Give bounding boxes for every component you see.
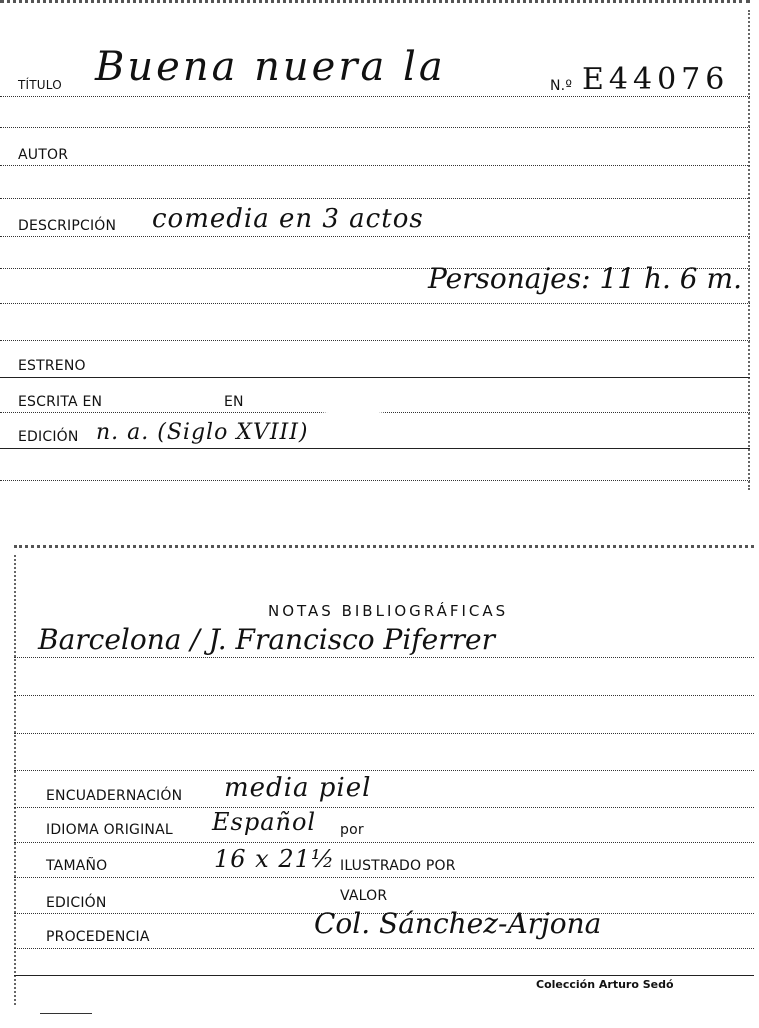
- ilustrado-label: ILUSTRADO POR: [340, 858, 456, 874]
- escrita-en-label: EN: [224, 394, 244, 410]
- descripcion-value: comedia en 3 actos: [152, 204, 424, 234]
- collection-footer: Colección Arturo Sedó: [536, 978, 674, 991]
- notas-rule-4: [14, 770, 754, 771]
- idioma-label: IDIOMA ORIGINAL: [46, 822, 173, 838]
- numero-label: N.º: [550, 78, 573, 94]
- notas-rule-1: [14, 657, 754, 658]
- bottom-rule: [14, 975, 754, 976]
- estreno-underline: [0, 377, 750, 378]
- edicion-label: EDICIÓN: [18, 429, 79, 445]
- rule-line: [0, 198, 750, 199]
- rule-line: [0, 480, 750, 481]
- encuadernacion-label: ENCUADERNACIÓN: [46, 788, 183, 804]
- estreno-label: ESTRENO: [18, 358, 86, 374]
- descripcion-underline: [0, 236, 750, 237]
- rule-line: [0, 340, 750, 341]
- procedencia-underline: [14, 948, 754, 949]
- notas-heading: NOTAS BIBLIOGRÁFICAS: [268, 602, 509, 620]
- card-right-edge: [748, 10, 750, 490]
- numero-value: E44076: [582, 62, 730, 97]
- card-top-edge: [0, 0, 750, 13]
- card-left-edge: [14, 555, 16, 1005]
- titulo-value: Buena nuera la: [95, 44, 446, 90]
- por-label: por: [340, 822, 364, 838]
- procedencia-value: Col. Sánchez-Arjona: [314, 907, 602, 940]
- paper-blot: [318, 385, 388, 445]
- edicion-value: n. a. (Siglo XVIII): [96, 420, 309, 445]
- titulo-label: TÍTULO: [18, 78, 62, 92]
- personajes-value: Personajes: 11 h. 6 m.: [428, 262, 742, 295]
- valor-label: VALOR: [340, 888, 388, 904]
- autor-label: AUTOR: [18, 147, 69, 163]
- stray-mark: [40, 1013, 92, 1014]
- catalog-card-front: [0, 0, 750, 490]
- notas-value: Barcelona / J. Francisco Piferrer: [38, 623, 495, 656]
- edicion-underline: [0, 448, 750, 449]
- tamano-value: 16 x 21½: [214, 845, 336, 873]
- tamano-label: TAMAÑO: [46, 858, 108, 874]
- autor-underline: [0, 165, 750, 166]
- encuadernacion-value: media piel: [224, 773, 372, 803]
- idioma-underline: [14, 842, 754, 843]
- encuadernacion-underline: [14, 807, 754, 808]
- idioma-value: Español: [212, 808, 317, 836]
- escrita-label: ESCRITA EN: [18, 394, 103, 410]
- catalog-card-back: [14, 545, 754, 1005]
- rule-line: [0, 303, 750, 304]
- notas-rule-2: [14, 695, 754, 696]
- titulo-underline: [0, 96, 750, 97]
- descripcion-label: DESCRIPCIÓN: [18, 218, 117, 234]
- card-top-edge: [14, 545, 754, 558]
- rule-line: [0, 127, 750, 128]
- notas-rule-3: [14, 733, 754, 734]
- edicion-label-2: EDICIÓN: [46, 895, 107, 911]
- tamano-underline: [14, 877, 754, 878]
- procedencia-label: PROCEDENCIA: [46, 929, 150, 945]
